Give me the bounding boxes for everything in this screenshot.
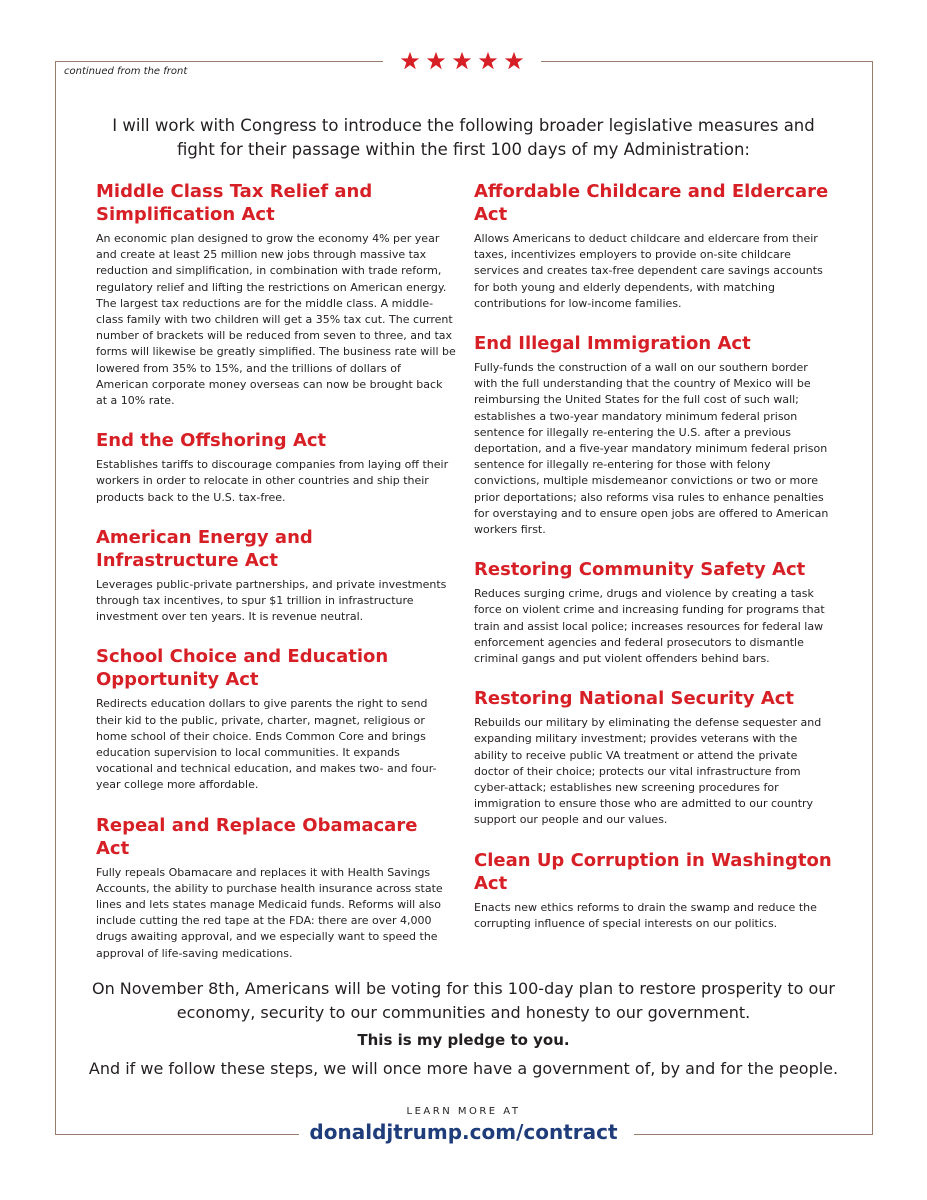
act-title: Restoring Community Safety Act bbox=[474, 559, 806, 581]
star-icon bbox=[451, 50, 473, 72]
act-description: Reduces surging crime, drugs and violence by creating a task force on violent crime and increasing funding for programs that train and assist local police; increases resources for federal law enforcement agencies and federal prosecutors to dismantle criminal gangs and put violent offenders behind bars. bbox=[474, 587, 825, 666]
star-icon bbox=[425, 50, 447, 72]
act-section bbox=[474, 558, 834, 667]
frame-top-right bbox=[541, 61, 873, 62]
act-title: Repeal and Replace Obamacare Act bbox=[96, 814, 418, 859]
act-title: Affordable Childcare and Eldercare Act bbox=[474, 181, 829, 225]
act-section bbox=[474, 180, 834, 312]
act-description: Establishes tariffs to discourage companies from laying off their workers in order to relocate in other countries and ship their products back to the U.S. tax-free. bbox=[96, 458, 449, 504]
star-icon bbox=[399, 50, 421, 72]
act-description: Leverages public-private partnerships, and private investments through tax incentives, to spur $1 trillion in infrastructure investment over ten years. It is revenue neutral. bbox=[96, 577, 447, 624]
final-line: And if we follow these steps, we will once more have a government of, by and for the people. bbox=[88, 1059, 839, 1078]
act-description: Rebuilds our military by eliminating the defense sequester and expanding military investment; provides veterans with the ability to receive public VA treatment or attend the private doctor of their choice; protects our vital infrastructure from cyber-attack; establishes new screening procedures for immigration to ensure those who are admitted to our country support our people and our values. bbox=[474, 716, 822, 827]
intro-paragraph: I will work with Congress to introduce the following broader legislative measures and fight for their passage within the first 100 days of my Administration: bbox=[112, 116, 815, 159]
star-icon bbox=[503, 50, 525, 72]
frame-bottom-left bbox=[55, 1134, 299, 1135]
act-section bbox=[96, 526, 456, 626]
pledge-line: This is my pledge to you. bbox=[357, 1031, 570, 1049]
act-section bbox=[96, 814, 456, 962]
continued-note: continued from the front bbox=[64, 66, 188, 77]
act-title: Restoring National Security Act bbox=[474, 688, 795, 710]
act-section bbox=[96, 180, 456, 409]
frame-left bbox=[55, 61, 56, 1135]
frame-right bbox=[872, 61, 873, 1135]
act-title: School Choice and Education Opportunity Act bbox=[96, 646, 389, 691]
act-description: Fully-funds the construction of a wall on our southern border with the full understanding that the country of Mexico will be reimbursing the United States for the full cost of such wall; establishes a two-year mandatory minimum federal prison sentence for illegally re-entering the U.S. after a previous deportation, and a five-year mandatory minimum federal prison sentence for illegally re-entering for those with felony convictions, multiple misdemeanor convictions or two or more prior deportations; also reforms visa rules to enhance penalties for overstaying and to ensure open jobs are offered to American workers first. bbox=[474, 361, 829, 537]
act-title: End Illegal Immigration Act bbox=[474, 333, 751, 355]
act-description: Redirects education dollars to give parents the right to send their kid to the public, private, charter, magnet, religious or home school of their choice. Ends Common Core and brings education supervision to local communities. It expands vocational and technical education, and makes two- and four-year college more affordable. bbox=[96, 697, 437, 792]
act-section bbox=[474, 849, 834, 932]
learn-more-label: LEARN MORE AT bbox=[406, 1106, 521, 1117]
act-description: Allows Americans to deduct childcare and eldercare from their taxes, incentivizes employers to provide on-site childcare services and creates tax-free dependent care savings accounts for both young and elderly dependents, with matching contributions for low-income families. bbox=[474, 232, 823, 310]
contract-url-link[interactable]: donaldjtrump.com/contract bbox=[309, 1120, 618, 1144]
act-title: Clean Up Corruption in Washington Act bbox=[474, 849, 832, 894]
act-section bbox=[96, 645, 456, 793]
act-title: End the Offshoring Act bbox=[96, 430, 327, 452]
left-column bbox=[96, 180, 456, 982]
star-icon bbox=[477, 50, 499, 72]
act-section bbox=[474, 687, 834, 828]
closing-paragraph: On November 8th, Americans will be voting for this 100-day plan to restore prosperity to our economy, security to our communities and honesty to our government. bbox=[91, 979, 836, 1022]
act-title: Middle Class Tax Relief and Simplification Act bbox=[96, 181, 373, 225]
act-description: Fully repeals Obamacare and replaces it with Health Savings Accounts, the ability to purchase health insurance across state lines and lets states manage Medicaid funds. Reforms will also include cutting the red tape at the FDA: there are over 4,000 drugs awaiting approval, and we especially want to speed the approval of life-saving medications. bbox=[96, 865, 443, 960]
act-section bbox=[474, 332, 834, 538]
right-column bbox=[474, 180, 834, 952]
act-description: Enacts new ethics reforms to drain the swamp and reduce the corrupting influence of special interests on our politics. bbox=[474, 900, 817, 930]
frame-bottom-right bbox=[634, 1134, 873, 1135]
act-description: An economic plan designed to grow the economy 4% per year and create at least 25 million new jobs through massive tax reduction and simplification, in combination with trade reform, regulatory relief and lifting the restrictions on American energy. The largest tax reductions are for the middle class. A middle-class family with two children will get a 35% tax cut. The current number of brackets will be reduced from seven to three, and tax forms will likewise be greatly simplified. The business rate will be lowered from 35% to 15%, and the trillions of dollars of American corporate money overseas can now be brought back at a 10% rate. bbox=[96, 232, 456, 408]
stars-decoration bbox=[383, 50, 541, 72]
act-section bbox=[96, 429, 456, 506]
act-title: American Energy and Infrastructure Act bbox=[96, 526, 313, 571]
frame-top-left bbox=[55, 61, 383, 62]
